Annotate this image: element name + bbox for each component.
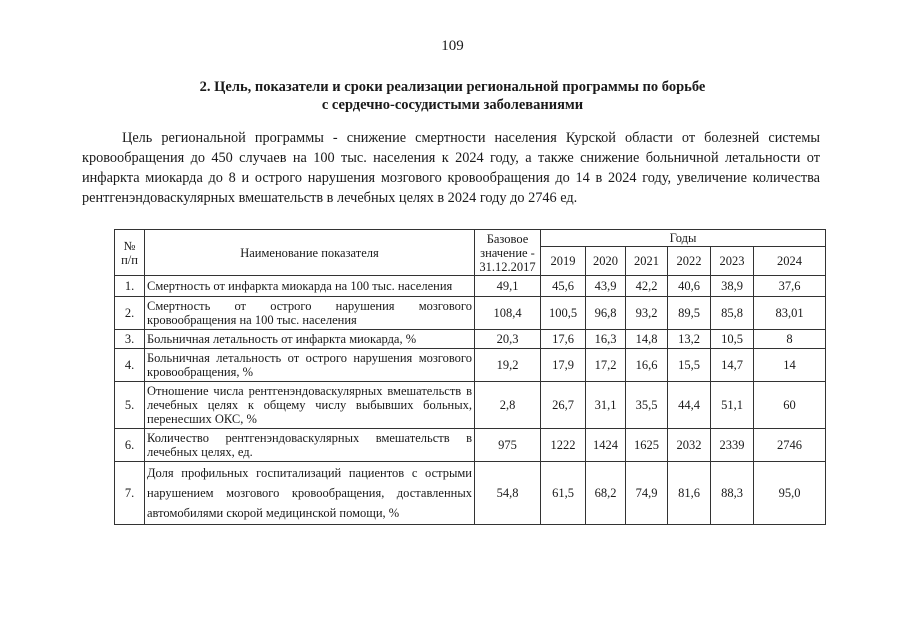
row-value: 17,6: [541, 330, 586, 349]
row-value: 88,3: [711, 462, 754, 525]
row-num: 2.: [115, 297, 145, 330]
row-value: 17,2: [586, 349, 626, 382]
row-value: 14,7: [711, 349, 754, 382]
header-base-value: Базовое значение - 31.12.2017: [475, 230, 541, 276]
table-row: [115, 382, 826, 429]
row-base-value: 20,3: [475, 330, 541, 349]
row-value: 93,2: [626, 297, 668, 330]
row-value: 1424: [586, 429, 626, 462]
row-name: Смертность от инфаркта миокарда на 100 тыс. населения: [145, 276, 475, 297]
row-value: 42,2: [626, 276, 668, 297]
row-value: 17,9: [541, 349, 586, 382]
row-value: 2746: [754, 429, 826, 462]
row-name: Отношение числа рентгенэндоваскулярных вмешательств в лечебных целях к общему числу выбывших больных, перенесших ОКС, %: [145, 382, 475, 429]
row-value: 37,6: [754, 276, 826, 297]
row-value: 2339: [711, 429, 754, 462]
row-value: 61,5: [541, 462, 586, 525]
row-value: 44,4: [668, 382, 711, 429]
row-num: 7.: [115, 462, 145, 525]
table-row: [115, 349, 826, 382]
header-year: 2023: [711, 247, 754, 276]
row-value: 2032: [668, 429, 711, 462]
row-value: 60: [754, 382, 826, 429]
row-name: Больничная летальность от инфаркта миокарда, %: [145, 330, 475, 349]
row-value: 14,8: [626, 330, 668, 349]
table-row: [115, 330, 826, 349]
row-num: 3.: [115, 330, 145, 349]
section-title-line-2: с сердечно-сосудистыми заболеваниями: [321, 97, 584, 113]
header-years-group: Годы: [541, 230, 826, 247]
row-num: 5.: [115, 382, 145, 429]
table-header-row: [115, 230, 826, 247]
intro-text: Цель региональной программы - снижение смертности населения Курской области от болезней системы кровообращения до 450 случаев на 100 тыс. населения к 2024 году, а также снижение больничной летальности от инфаркта миокарда до 8 и острого нарушения мозгового кровообращения до 14 в 2024 году, увеличение количества рентгенэндоваскулярных вмешательств в лечебных целях в 2024 году до 2746 ед.: [82, 130, 820, 206]
row-value: 1625: [626, 429, 668, 462]
row-value: 45,6: [541, 276, 586, 297]
row-value: 38,9: [711, 276, 754, 297]
row-value: 89,5: [668, 297, 711, 330]
row-value: 40,6: [668, 276, 711, 297]
table-row: [115, 462, 826, 525]
section-title: [0, 78, 905, 114]
row-name: Количество рентгенэндоваскулярных вмешательств в лечебных целях, ед.: [145, 429, 475, 462]
row-base-value: 2,8: [475, 382, 541, 429]
row-value: 83,01: [754, 297, 826, 330]
row-value: 35,5: [626, 382, 668, 429]
row-base-value: 108,4: [475, 297, 541, 330]
row-value: 31,1: [586, 382, 626, 429]
row-base-value: 49,1: [475, 276, 541, 297]
page-number: 109: [441, 38, 464, 54]
section-title-line-1: 2. Цель, показатели и сроки реализации региональной программы по борьбе: [199, 79, 706, 95]
row-base-value: 975: [475, 429, 541, 462]
header-num: № п/п: [115, 230, 145, 276]
table-row: [115, 429, 826, 462]
row-value: 26,7: [541, 382, 586, 429]
header-year: 2022: [668, 247, 711, 276]
table-row: [115, 276, 826, 297]
row-value: 13,2: [668, 330, 711, 349]
row-value: 68,2: [586, 462, 626, 525]
row-value: 95,0: [754, 462, 826, 525]
row-value: 1222: [541, 429, 586, 462]
row-num: 4.: [115, 349, 145, 382]
row-value: 8: [754, 330, 826, 349]
header-year: 2024: [754, 247, 826, 276]
row-value: 43,9: [586, 276, 626, 297]
row-value: 14: [754, 349, 826, 382]
row-name: Доля профильных госпитализаций пациентов с острыми нарушением мозгового кровообращения, доставленных автомобилями скорой медицинской помощи, %: [145, 462, 475, 525]
row-value: 15,5: [668, 349, 711, 382]
indicators-table: [114, 229, 826, 525]
row-num: 6.: [115, 429, 145, 462]
row-value: 51,1: [711, 382, 754, 429]
row-value: 10,5: [711, 330, 754, 349]
row-value: 85,8: [711, 297, 754, 330]
intro-paragraph: [82, 128, 820, 208]
row-base-value: 54,8: [475, 462, 541, 525]
row-name: Больничная летальность от острого нарушения мозгового кровообращения, %: [145, 349, 475, 382]
row-value: 16,6: [626, 349, 668, 382]
row-value: 81,6: [668, 462, 711, 525]
header-year: 2019: [541, 247, 586, 276]
header-year: 2020: [586, 247, 626, 276]
header-year: 2021: [626, 247, 668, 276]
row-value: 100,5: [541, 297, 586, 330]
row-base-value: 19,2: [475, 349, 541, 382]
row-num: 1.: [115, 276, 145, 297]
row-value: 74,9: [626, 462, 668, 525]
row-name: Смертность от острого нарушения мозгового кровообращения на 100 тыс. населения: [145, 297, 475, 330]
header-name: Наименование показателя: [145, 230, 475, 276]
row-value: 16,3: [586, 330, 626, 349]
table-row: [115, 297, 826, 330]
row-value: 96,8: [586, 297, 626, 330]
